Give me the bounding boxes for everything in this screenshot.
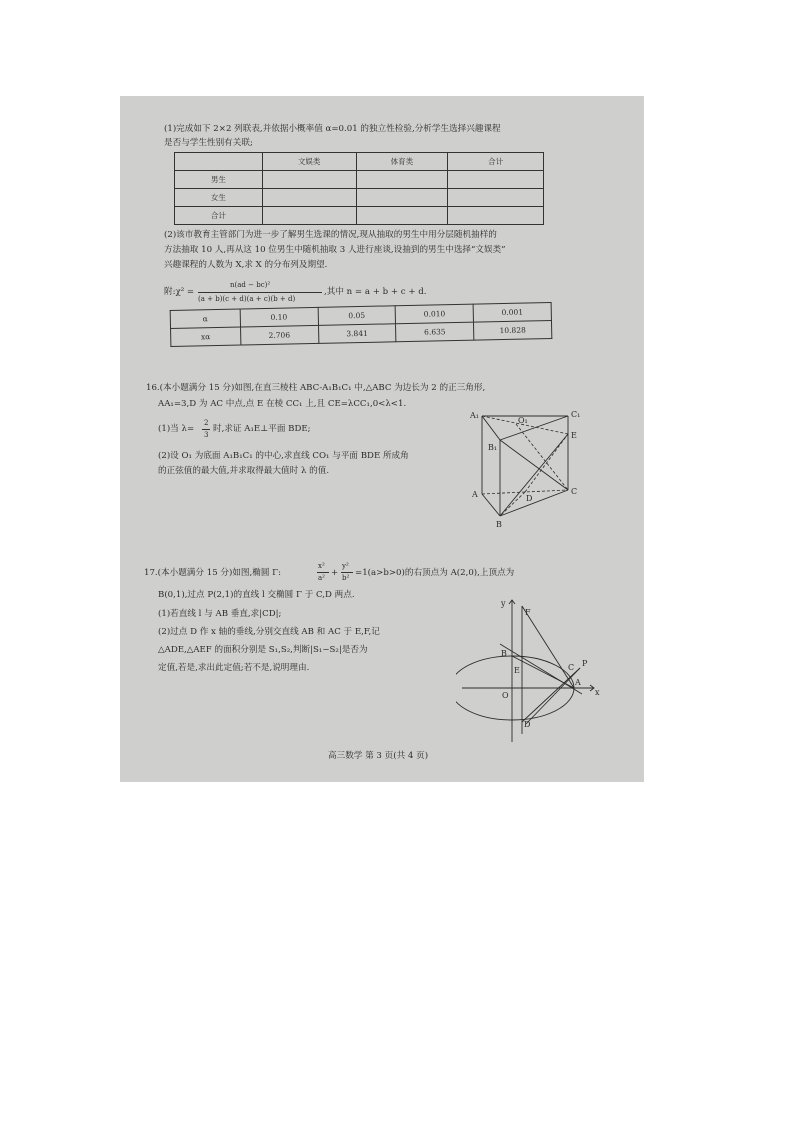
table-row	[175, 189, 544, 207]
table-cell: 0.001	[473, 303, 551, 323]
formula-numerator: n(ad − bc)²	[230, 281, 271, 289]
q15-part1-line1: (1)完成如下 2×2 列联表,并依据小概率值 α=0.01 的独立性检验,分析学生选择兴趣课程	[164, 124, 501, 134]
table-cell: 0.05	[318, 306, 396, 326]
formula-suffix: ,其中 n = a + b + c + d.	[324, 287, 427, 297]
label-B: B	[496, 520, 502, 529]
contingency-table	[174, 152, 544, 225]
label-A1: A₁	[470, 411, 479, 420]
label-P: P	[582, 659, 588, 668]
table-row	[175, 171, 544, 189]
label-y: y	[501, 599, 506, 608]
table-cell	[448, 171, 544, 189]
q17-line1-suffix: =1(a>b>0)的右顶点为 A(2,0),上顶点为	[355, 568, 515, 578]
q15-part1-line2: 是否与学生性别有关联;	[164, 138, 253, 148]
ellipse-y-numerator: y²	[342, 562, 349, 570]
table-cell: 2.706	[240, 325, 318, 345]
exam-page-photo	[120, 96, 644, 782]
q17-part1: (1)若直线 l 与 AB 垂直,求|CD|;	[158, 609, 282, 619]
formula-prefix: 附:χ² =	[164, 287, 195, 297]
table-cell: 0.10	[240, 307, 318, 327]
label-E: E	[514, 666, 520, 675]
table-cell	[356, 171, 448, 189]
label-C: C	[571, 487, 578, 496]
q16-line1: 16.(本小题满分 15 分)如图,在直三棱柱 ABC-A₁B₁C₁ 中,△ABC 为边长为 2 的正三角形,	[146, 383, 486, 393]
critical-value-table	[170, 302, 553, 347]
q16-part2-line1: (2)设 O₁ 为底面 A₁B₁C₁ 的中心,求直线 CO₁ 与平面 BDE 所成角	[158, 451, 409, 461]
label-E: E	[571, 431, 577, 440]
table-cell: 合计	[175, 207, 263, 225]
table-cell	[448, 207, 544, 225]
table-cell: 6.635	[396, 322, 474, 342]
ellipse-x-numerator: x²	[318, 562, 325, 570]
table-cell: 男生	[175, 171, 263, 189]
table-cell	[356, 189, 448, 207]
table-cell	[448, 189, 544, 207]
label-A: A	[575, 678, 581, 687]
plus-sign: +	[331, 568, 339, 578]
table-cell: 合计	[448, 153, 544, 171]
label-D: D	[526, 494, 533, 503]
page-footer: 高三数学 第 3 页(共 4 页)	[328, 751, 429, 761]
q17-part2-line2: △ADE,△AEF 的面积分别是 S₁,S₂,判断|S₁−S₂|是否为	[158, 645, 368, 655]
table-cell: 体育类	[356, 153, 448, 171]
label-B: B	[501, 649, 507, 658]
q15-part2-line1: (2)该市教育主管部门为进一步了解男生选课的情况,现从抽取的男生中用分层随机抽样的	[164, 230, 497, 240]
q15-part2-line2: 方法抽取 10 人,再从这 10 位男生中随机抽取 3 人进行座谈,设抽到的男生中选择“文娱类”	[164, 245, 506, 255]
lambda-numerator: 2	[204, 419, 209, 427]
label-D: D	[524, 720, 531, 729]
q17-line2: B(0,1),过点 P(2,1)的直线 l 交椭圆 Γ 于 C,D 两点.	[158, 590, 355, 600]
q17-part2-line3: 定值,若是,求出此定值;若不是,说明理由.	[158, 663, 310, 673]
label-A: A	[472, 490, 478, 499]
q17-part2-line1: (2)过点 D 作 x 轴的垂线,分别交直线 AB 和 AC 于 E,F,记	[158, 627, 380, 637]
q16-part2-line2: 的正弦值的最大值,并求取得最大值时 λ 的值.	[158, 466, 330, 476]
table-cell	[356, 207, 448, 225]
q16-part1-suffix: 时,求证 A₁E⊥平面 BDE;	[213, 424, 311, 434]
table-cell: xα	[171, 327, 241, 346]
prism-figure	[470, 408, 600, 530]
lambda-denominator: 3	[204, 431, 209, 439]
ellipse-x-denominator: a²	[318, 574, 325, 582]
q16-line2: AA₁=3,D 为 AC 中点,点 E 在棱 CC₁ 上,且 CE=λCC₁,0<λ<1.	[158, 399, 407, 409]
label-B1: B₁	[488, 443, 498, 452]
table-cell: 10.828	[474, 321, 552, 341]
formula-denominator: (a + b)(c + d)(a + c)(b + d)	[198, 295, 296, 303]
table-cell: 文娱类	[262, 153, 356, 171]
label-C1: C₁	[571, 410, 581, 419]
label-O1: O₁	[518, 416, 528, 425]
q16-part1-prefix: (1)当 λ=	[158, 424, 195, 434]
ellipse-figure	[456, 594, 604, 746]
table-cell: 3.841	[318, 324, 396, 344]
fraction-bar	[198, 292, 322, 293]
table-cell	[262, 207, 356, 225]
table-cell: 0.010	[395, 304, 473, 324]
table-cell: 女生	[175, 189, 263, 207]
q15-part2-line3: 兴趣课程的人数为 X,求 X 的分布列及期望.	[164, 260, 328, 270]
label-O: O	[502, 691, 509, 700]
label-C: C	[568, 663, 575, 672]
table-row	[175, 207, 544, 225]
table-cell: α	[170, 309, 240, 328]
table-cell	[175, 153, 263, 171]
label-x: x	[595, 688, 600, 697]
table-cell	[262, 171, 356, 189]
label-F: F	[525, 608, 531, 617]
q17-line1-prefix: 17.(本小题满分 15 分)如图,椭圆 Γ:	[144, 568, 282, 578]
table-cell	[262, 189, 356, 207]
table-row	[175, 153, 544, 171]
ellipse-y-denominator: b²	[342, 574, 350, 582]
